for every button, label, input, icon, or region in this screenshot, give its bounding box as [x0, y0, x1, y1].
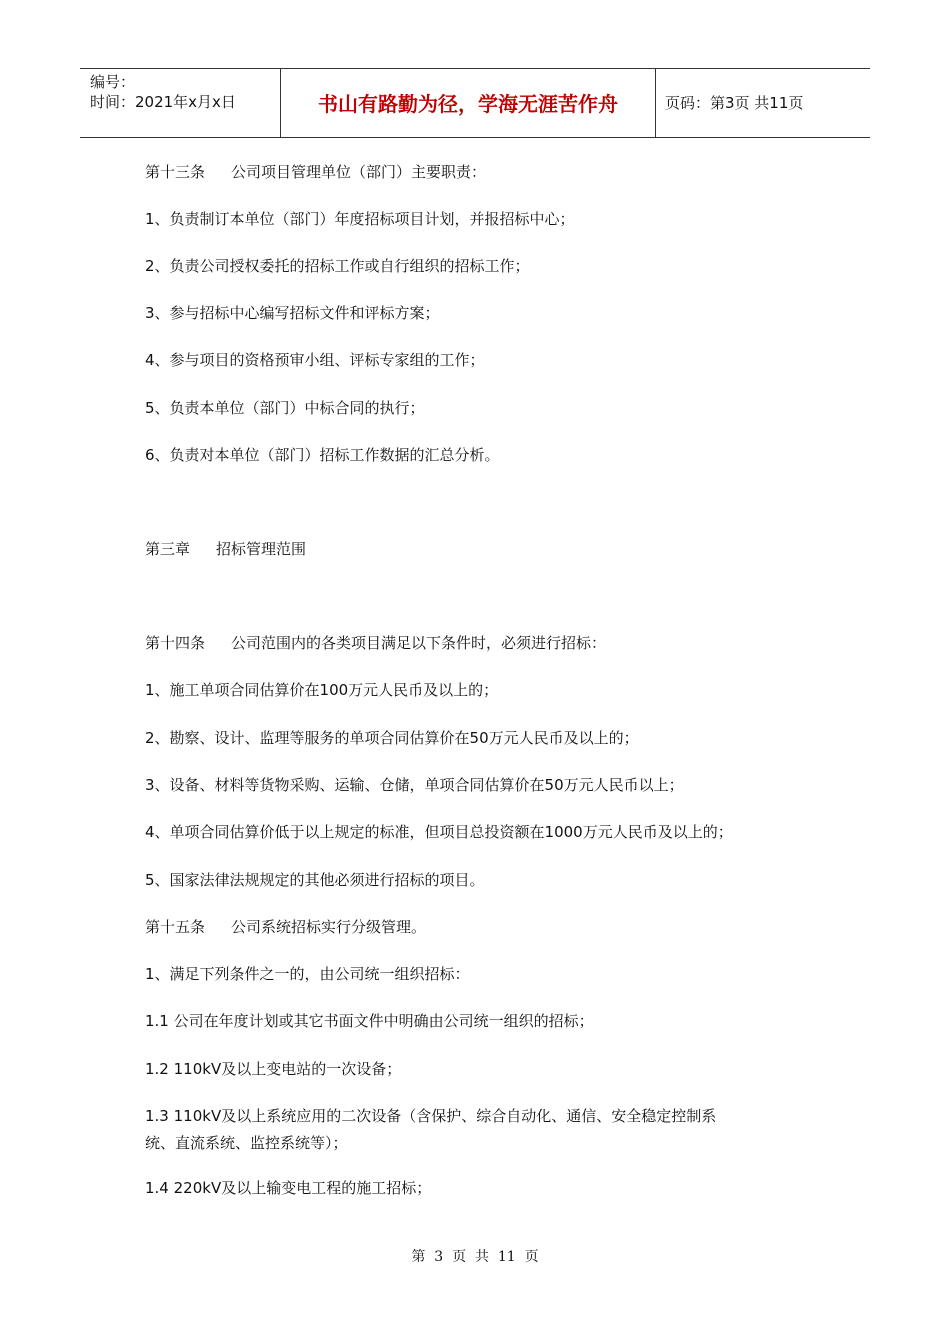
chapter-3-text: 招标管理范围 [216, 540, 307, 558]
article-15-number: 第十五条 [145, 918, 206, 936]
document-time-label: 时间：2021年x月x日 [90, 93, 236, 111]
header-page-code: 页码：第3页 共11页 [665, 94, 804, 112]
article-13-item: 5、负责本单位（部门）中标合同的执行； [145, 399, 425, 417]
article-13-heading [145, 160, 486, 184]
article-13-item: 6、负责对本单位（部门）招标工作数据的汇总分析。 [145, 446, 500, 464]
article-14-item: 3、设备、材料等货物采购、运输、仓储，单项合同估算价在50万元人民币以上； [145, 776, 684, 794]
article-13-item: 2、负责公司授权委托的招标工作或自行组织的招标工作； [145, 257, 530, 275]
article-15-item: 1.1 公司在年度计划或其它书面文件中明确由公司统一组织的招标； [145, 1012, 594, 1030]
article-13-item: 4、参与项目的资格预审小组、评标专家组的工作； [145, 351, 485, 369]
article-14-heading [145, 631, 606, 655]
article-13-item: 3、参与招标中心编写招标文件和评标方案； [145, 304, 440, 322]
article-14-text: 公司范围内的各类项目满足以下条件时，必须进行招标： [231, 634, 607, 652]
article-13-number: 第十三条 [145, 163, 206, 181]
header-motto-cell [280, 69, 656, 137]
article-15-item: 1.3 110kV及以上系统应用的二次设备（含保护、综合自动化、通信、安全稳定控制系 [145, 1107, 717, 1125]
article-15-item-continued: 统、直流系统、监控系统等）； [145, 1134, 348, 1152]
header-motto: 书山有路勤为径，学海无涯苦作舟 [318, 92, 618, 116]
page-footer: 第 3 页 共 11 页 [411, 1249, 539, 1265]
article-14-number: 第十四条 [145, 634, 206, 652]
document-header [80, 68, 870, 138]
chapter-3-heading [145, 537, 306, 561]
header-left-cell [80, 69, 280, 137]
article-15-item: 1、满足下列条件之一的，由公司统一组织招标： [145, 965, 470, 983]
header-page-cell [655, 69, 870, 137]
article-13-item: 1、负责制订本单位（部门）年度招标项目计划，并报招标中心； [145, 210, 575, 228]
article-14-item: 2、勘察、设计、监理等服务的单项合同估算价在50万元人民币及以上的； [145, 729, 639, 747]
article-15-heading [145, 915, 426, 939]
article-15-item: 1.4 220kV及以上输变电工程的施工招标； [145, 1179, 432, 1197]
article-14-item: 1、施工单项合同估算价在100万元人民币及以上的； [145, 681, 499, 699]
document-number-label: 编号： [90, 73, 136, 91]
article-13-text: 公司项目管理单位（部门）主要职责： [231, 163, 487, 181]
article-15-item: 1.2 110kV及以上变电站的一次设备； [145, 1060, 402, 1078]
article-15-text: 公司系统招标实行分级管理。 [231, 918, 427, 936]
article-14-item: 4、单项合同估算价低于以上规定的标准，但项目总投资额在1000万元人民币及以上的； [145, 823, 733, 841]
article-14-item: 5、国家法律法规规定的其他必须进行招标的项目。 [145, 871, 485, 889]
chapter-3-number: 第三章 [145, 540, 191, 558]
